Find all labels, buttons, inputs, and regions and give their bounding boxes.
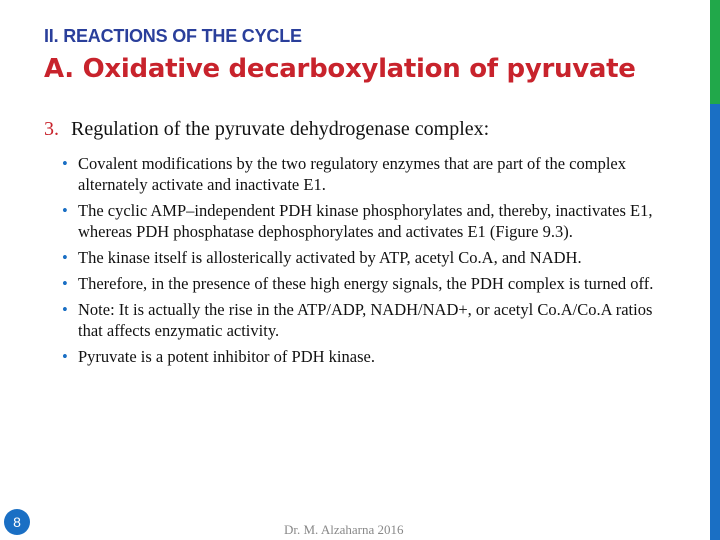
subheading-number: 3. xyxy=(44,118,59,140)
bullet-icon: • xyxy=(62,300,68,319)
side-accent-green xyxy=(710,0,720,104)
bullet-item xyxy=(60,346,680,367)
bullet-icon: • xyxy=(62,274,68,293)
page-number-badge: 8 xyxy=(4,509,30,535)
bullet-item xyxy=(60,273,680,294)
subheading-text: Regulation of the pyruvate dehydrogenase complex: xyxy=(71,118,490,140)
bullet-list xyxy=(60,153,680,372)
bullet-item xyxy=(60,200,680,242)
bullet-icon: • xyxy=(62,248,68,267)
bullet-text: Covalent modifications by the two regulatory enzymes that are part of the complex alternately activate and inactivate E1. xyxy=(78,154,626,194)
footer-credit: Dr. M. Alzaharna 2016 xyxy=(284,522,404,537)
bullet-icon: • xyxy=(62,347,68,366)
subheading xyxy=(44,118,489,141)
bullet-item xyxy=(60,153,680,195)
slide-title: A. Oxidative decarboxylation of pyruvate xyxy=(44,54,636,84)
side-accent-bar xyxy=(710,0,720,540)
bullet-text: Pyruvate is a potent inhibitor of PDH kinase. xyxy=(78,347,375,366)
bullet-text: Therefore, in the presence of these high energy signals, the PDH complex is turned off. xyxy=(78,274,654,293)
bullet-icon: • xyxy=(62,154,68,173)
bullet-icon: • xyxy=(62,201,68,220)
section-title: II. REACTIONS OF THE CYCLE xyxy=(44,26,302,46)
bullet-text: Note: It is actually the rise in the ATP/ADP, NADH/NAD+, or acetyl Co.A/Co.A ratios that affects enzymatic activity. xyxy=(78,300,653,340)
bullet-text: The kinase itself is allosterically activated by ATP, acetyl Co.A, and NADH. xyxy=(78,248,582,267)
bullet-item xyxy=(60,247,680,268)
side-accent-blue xyxy=(710,104,720,540)
bullet-text: The cyclic AMP–independent PDH kinase phosphorylates and, thereby, inactivates E1, whereas PDH phosphatase dephosphorylates and activates E1 (Figure 9.3). xyxy=(78,201,653,241)
bullet-item xyxy=(60,299,680,341)
